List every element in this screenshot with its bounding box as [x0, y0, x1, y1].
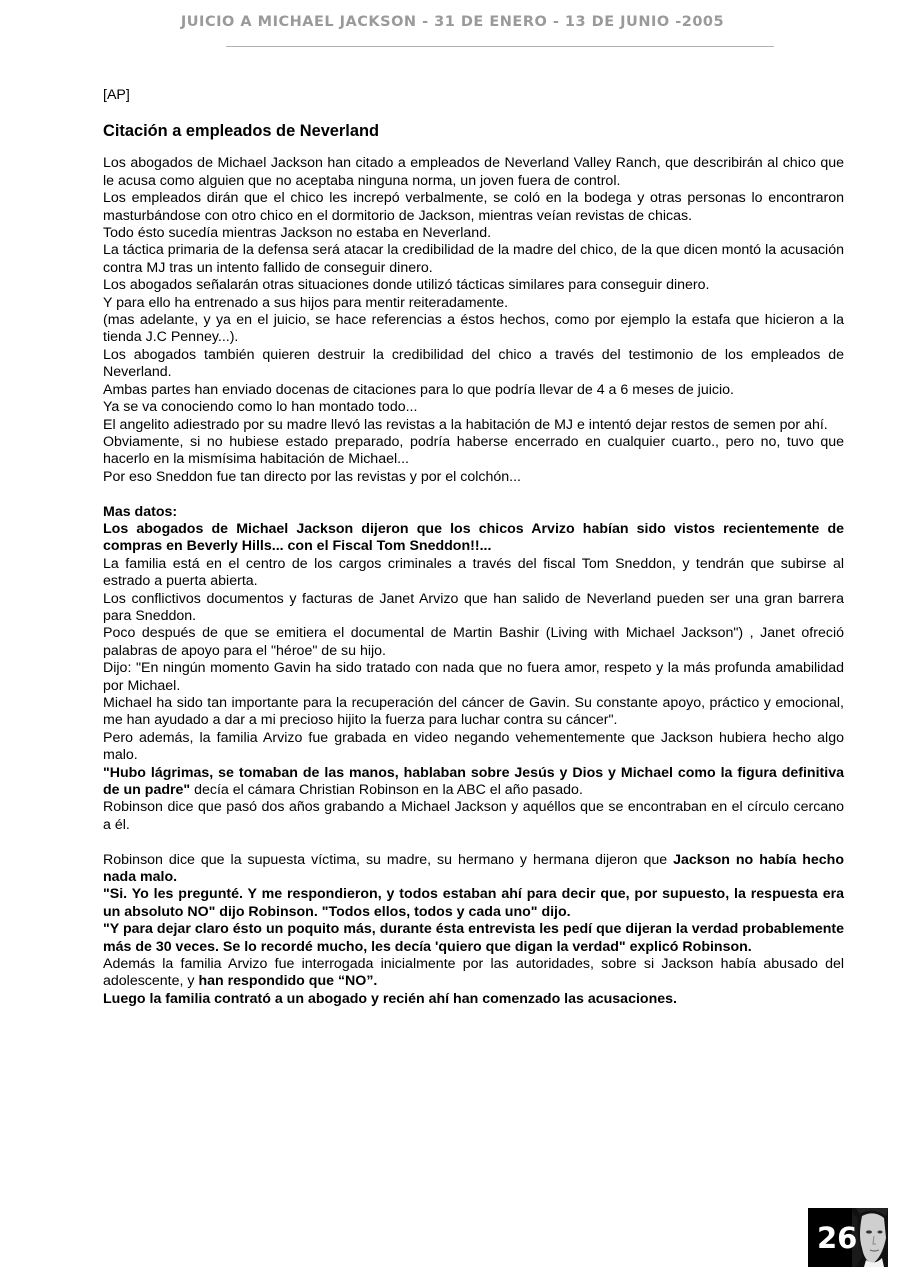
paragraph: Por eso Sneddon fue tan directo por las revistas y por el colchón...	[103, 468, 521, 485]
paragraph: Ya se va conociendo como lo han montado todo...	[103, 399, 418, 416]
spacer	[103, 834, 844, 851]
paragraph: Michael ha sido tan importante para la recuperación del cáncer de Gavin. Su constante apoyo, práctico y emocional, me han ayudado a dar a mi precioso hijito la fuerza para luchar contra su cáncer".	[103, 694, 844, 729]
more-data-heading: Mas datos:	[103, 503, 178, 520]
article-title: Citación a empleados de Neverland	[103, 122, 379, 141]
closing-paragraph: Luego la familia contrató a un abogado y recién ahí han comenzado las acusaciones.	[103, 990, 677, 1007]
paragraph: Obviamente, si no hubiese estado preparado, podría haberse encerrado en cualquier cuarto., pero no, tuvo que hacerlo en la mismísima habitación de Michael...	[103, 433, 844, 468]
paragraph: La familia está en el centro de los cargos criminales a través del fiscal Tom Sneddon, y tendrán que subirse al estrado a puerta abierta.	[103, 555, 844, 590]
portrait-icon	[852, 1208, 888, 1267]
paragraph: Robinson dice que pasó dos años grabando a Michael Jackson y aquéllos que se encontraban en el círculo cercano a él.	[103, 799, 844, 833]
paragraph: Los conflictivos documentos y facturas de Janet Arvizo que han salido de Neverland pueden ser una gran barrera para Sneddon.	[103, 590, 844, 624]
page-number: 26	[817, 1221, 858, 1255]
paragraph: La táctica primaria de la defensa será atacar la credibilidad de la madre del chico, de la que dicen montó la acusación contra MJ tras un intento fallido de conseguir dinero.	[103, 242, 844, 276]
source-tag: [AP]	[103, 87, 130, 103]
paragraph: Los abogados también quieren destruir la credibilidad del chico a través del testimonio de los empleados de Neverland.	[103, 346, 844, 381]
paragraph: Poco después de que se emitiera el documental de Martin Bashir (Living with Michael Jackson") , Janet ofreció palabras de apoyo para el "héroe" de su hijo.	[103, 625, 844, 659]
paragraph: (mas adelante, y ya en el juicio, se hace referencias a éstos hechos, como por ejemplo la estafa que hicieron a la tienda J.C Penney...).	[103, 312, 844, 346]
paragraph: El angelito adiestrado por su madre llevó las revistas a la habitación de MJ e intentó dejar restos de semen por ahí.	[103, 416, 828, 433]
quote-paragraph: "Si. Yo les pregunté. Y me respondieron, y todos estaban ahí para decir que, por supuesto, la respuesta era un absoluto NO" dijo Robinson. "Todos ellos, todos y cada uno" dijo.	[103, 886, 844, 920]
more-data-lead: Los abogados de Michael Jackson dijeron que los chicos Arvizo habían sido vistos recientemente de compras en Beverly Hills... con el Fiscal Tom Sneddon!!...	[103, 520, 844, 555]
paragraph: Ambas partes han enviado docenas de citaciones para lo que podría llevar de 4 a 6 meses de juicio.	[103, 381, 734, 398]
paragraph: Pero además, la familia Arvizo fue grabada en video negando vehementemente que Jackson hubiera hecho algo malo.	[103, 729, 844, 764]
paragraph: Los abogados señalarán otras situaciones donde utilizó tácticas similares para conseguir dinero.	[103, 277, 710, 294]
quote-paragraph: "Hubo lágrimas, se tomaban de las manos, hablaban sobre Jesús y Dios y Michael como la figura definitiva de un padre" decía el cámara Christian Robinson en la ABC el año pasado.	[103, 764, 844, 799]
paragraph: Los abogados de Michael Jackson han citado a empleados de Neverland Valley Ranch, que describirán al chico que le acusa como alguien que no aceptaba ninguna norma, un joven fuera de control.	[103, 155, 844, 189]
quote-paragraph: "Y para dejar claro ésto un poquito más, durante ésta entrevista les pedí que dijeran la verdad probablemente más de 30 veces. Se lo recordé mucho, les decía 'quiero que digan la verdad" explicó Robinson.	[103, 921, 844, 955]
spacer	[103, 486, 844, 503]
page-header-title: JUICIO A MICHAEL JACKSON - 31 DE ENERO - 13 DE JUNIO -2005	[180, 14, 725, 30]
paragraph: Y para ello ha entrenado a sus hijos para mentir reiteradamente.	[103, 294, 509, 311]
header-divider	[226, 46, 774, 47]
paragraph: Dijo: "En ningún momento Gavin ha sido tratado con nada que no fuera amor, respeto y la más profunda amabilidad por Michael.	[103, 660, 844, 694]
page-number-badge	[808, 1208, 888, 1267]
paragraph: Los empleados dirán que el chico les increpó verbalmente, se coló en la bodega y otras personas lo encontraron masturbándose con otro chico en el dormitorio de Jackson, mientras veían revistas de chicas.	[103, 190, 844, 224]
paragraph: Robinson dice que la supuesta víctima, su madre, su hermano y hermana dijeron que Jackson no había hecho nada malo.	[103, 851, 844, 886]
paragraph: Además la familia Arvizo fue interrogada inicialmente por las autoridades, sobre si Jackson había abusado del adolescente, y han respondido que “NO”.	[103, 956, 844, 990]
paragraph: Todo ésto sucedía mientras Jackson no estaba en Neverland.	[103, 225, 492, 242]
article-body	[103, 87, 844, 1008]
